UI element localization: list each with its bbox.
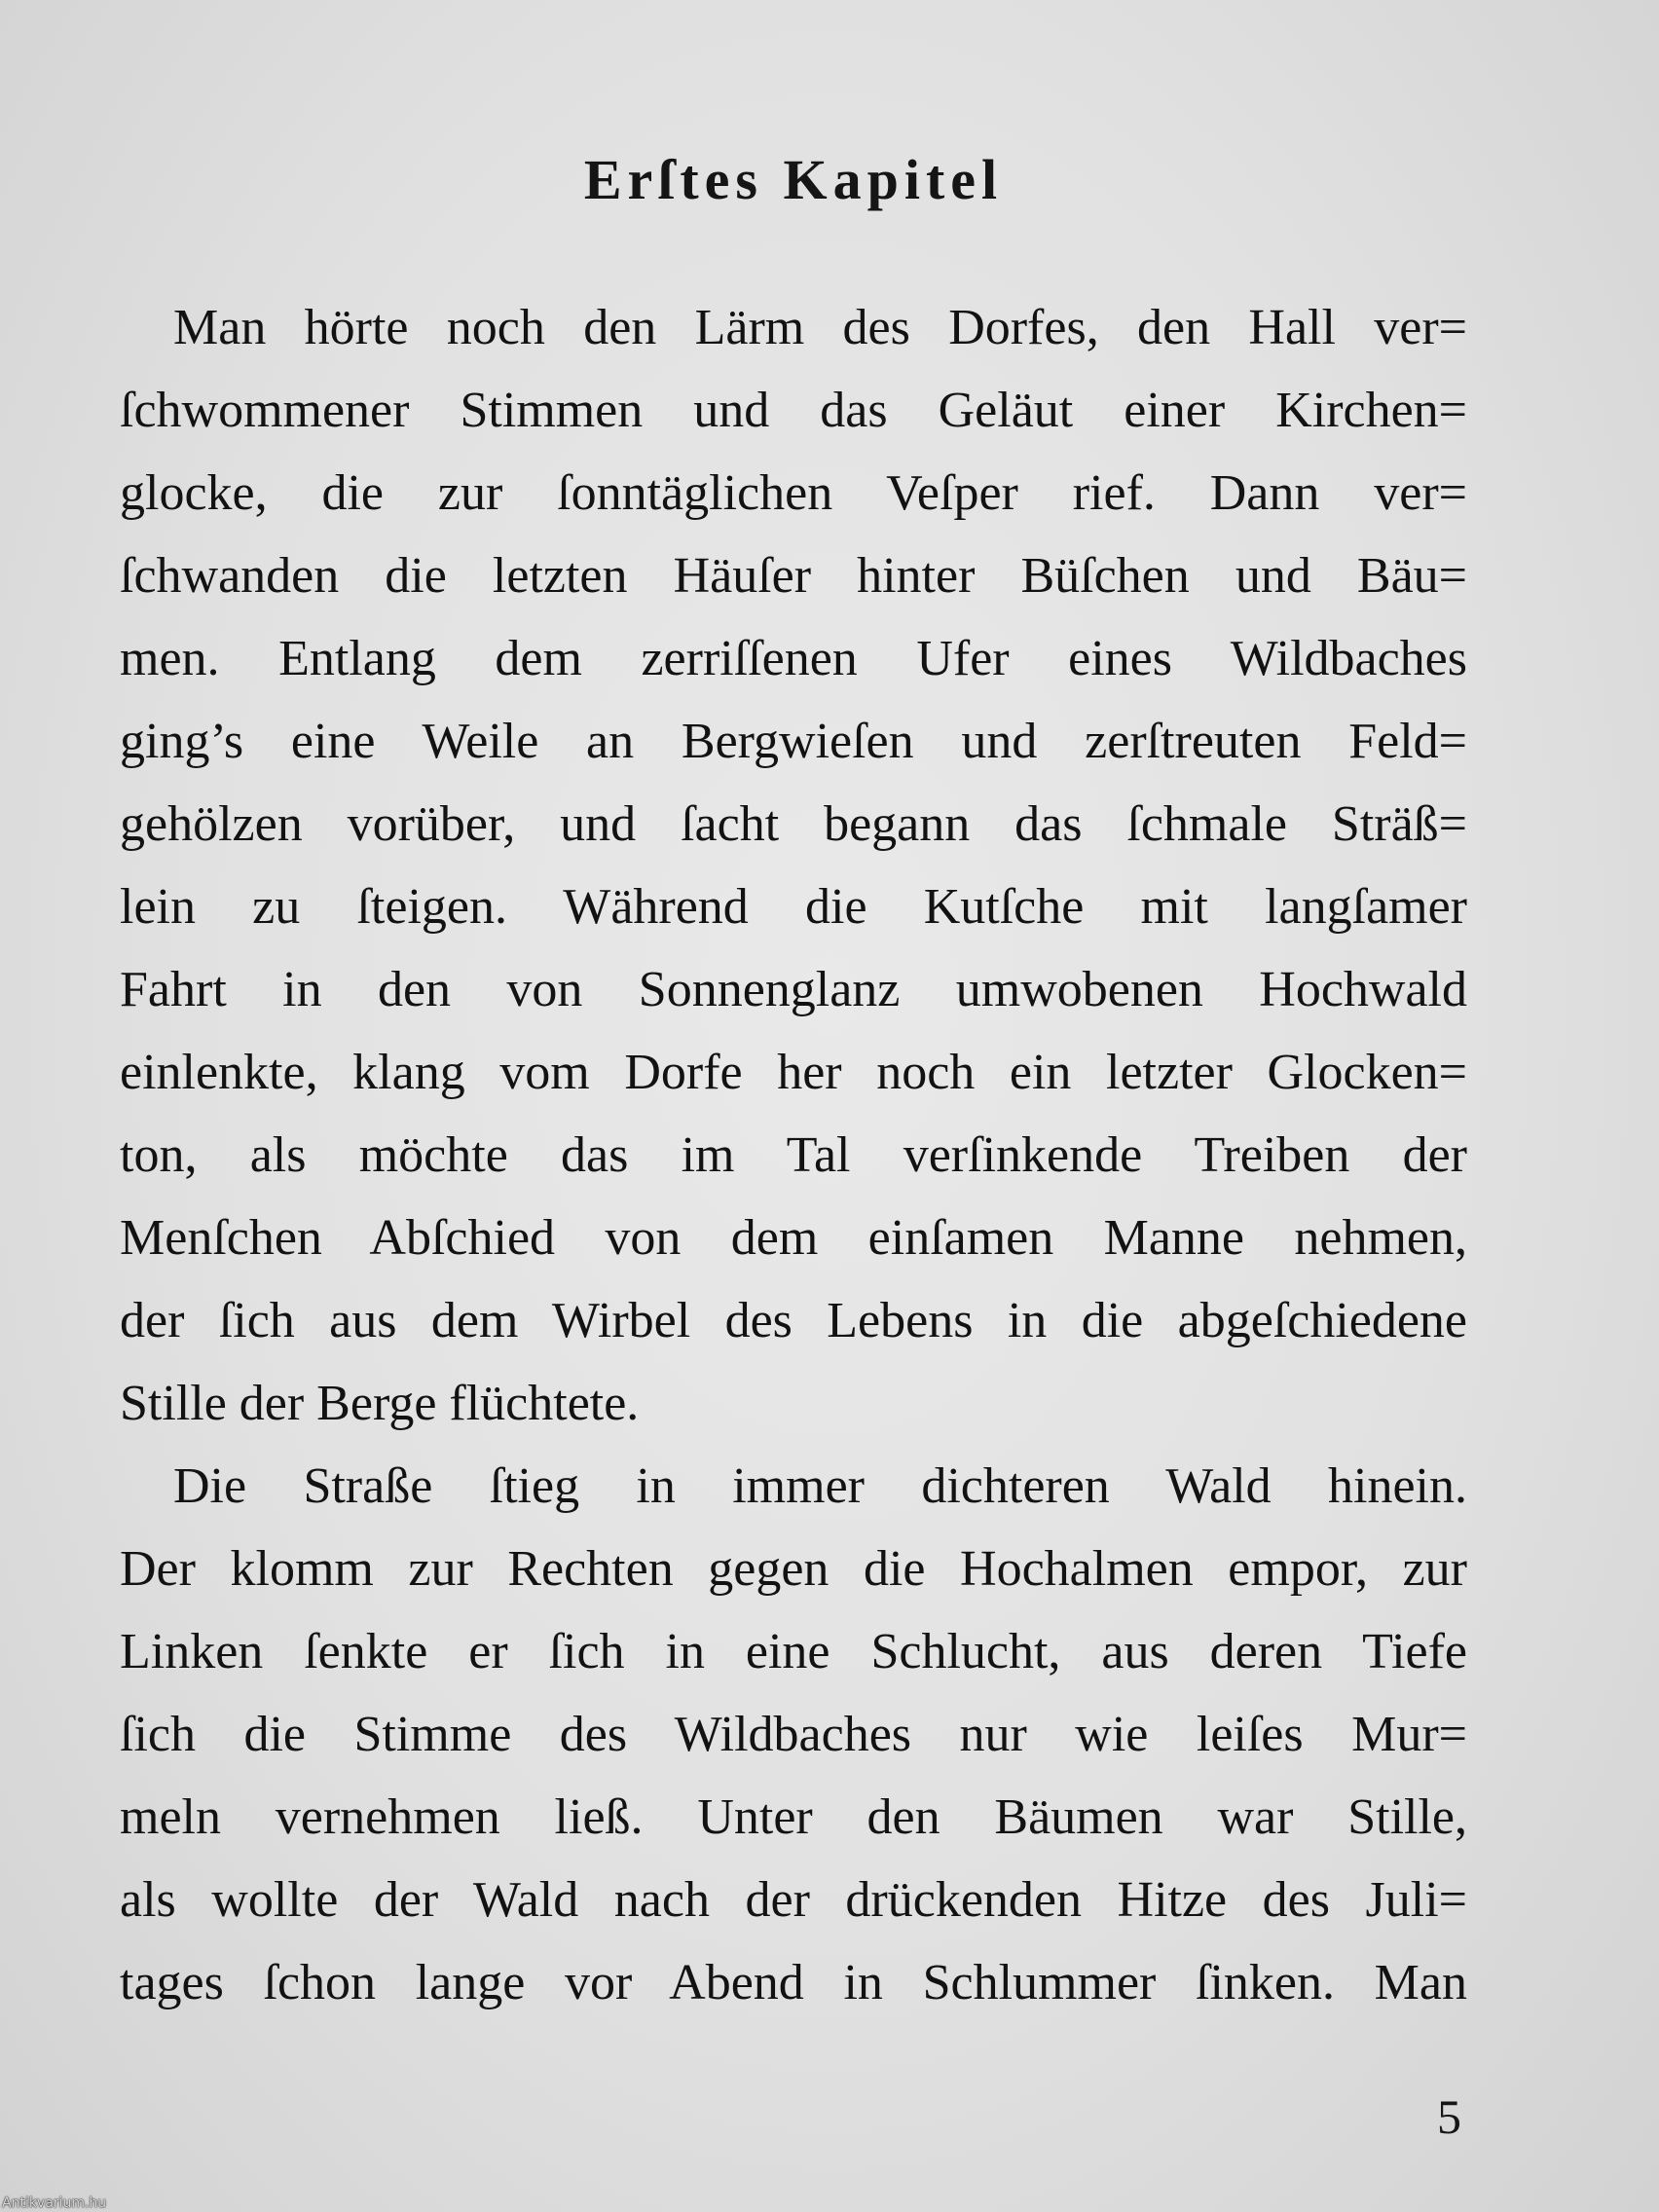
body-text: [120, 286, 1467, 2024]
text-line: men. Entlang dem zerriſſenen Ufer eines Wildbaches: [120, 631, 1467, 686]
watermark: Antikvarium.hu: [2, 2195, 107, 2211]
text-line: als wollte der Wald nach der drückenden Hitze des Juli=: [120, 1872, 1467, 1928]
text-line: Menſchen Abſchied von dem einſamen Manne nehmen,: [120, 1210, 1467, 1266]
text-line: Man hörte noch den Lärm des Dorfes, den Hall ver=: [173, 300, 1467, 355]
text-line: ton, als möchte das im Tal verſinkende Treiben der: [120, 1127, 1467, 1183]
text-line: Fahrt in den von Sonnenglanz umwobenen Hochwald: [120, 962, 1467, 1017]
text-line: tages ſchon lange vor Abend in Schlummer ſinken. Man: [120, 1955, 1467, 2010]
text-line: meln vernehmen ließ. Unter den Bäumen war Stille,: [120, 1789, 1467, 1845]
text-line: ſchwanden die letzten Häuſer hinter Büſchen und Bäu=: [120, 548, 1467, 604]
text-line: Die Straße ſtieg in immer dichteren Wald hinein.: [173, 1458, 1467, 1514]
text-line: gehölzen vorüber, und ſacht begann das ſchmale Sträß=: [120, 796, 1467, 852]
paragraph: [120, 1445, 1467, 2024]
text-line: glocke, die zur ſonntäglichen Veſper rief. Dann ver=: [120, 465, 1467, 521]
page-number: 5: [1437, 2089, 1461, 2144]
paragraph: [120, 286, 1467, 1445]
text-line: ſich die Stimme des Wildbaches nur wie leiſes Mur=: [120, 1707, 1467, 1762]
text-line: der ſich aus dem Wirbel des Lebens in die abgeſchiedene: [120, 1293, 1467, 1348]
text-line: Der klomm zur Rechten gegen die Hochalmen empor, zur: [120, 1541, 1467, 1597]
text-line: ſchwommener Stimmen und das Geläut einer Kirchen=: [120, 383, 1467, 438]
text-line: lein zu ſteigen. Während die Kutſche mit langſamer: [120, 879, 1467, 935]
chapter-title: Erſtes Kapitel: [583, 148, 1004, 211]
text-line: ging’s eine Weile an Bergwieſen und zerſtreuten Feld=: [120, 714, 1467, 769]
text-line: Stille der Berge flüchtete.: [120, 1376, 640, 1431]
text-line: einlenkte, klang vom Dorfe her noch ein letzter Glocken=: [120, 1045, 1467, 1100]
text-line: Linken ſenkte er ſich in eine Schlucht, aus deren Tiefe: [120, 1624, 1467, 1679]
